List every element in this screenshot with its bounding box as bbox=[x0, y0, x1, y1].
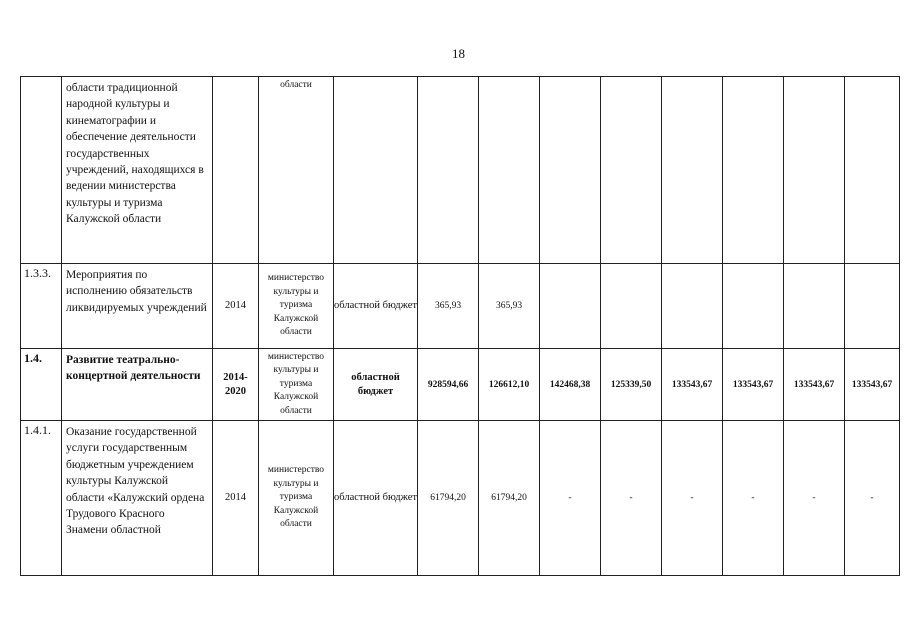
table-row bbox=[21, 77, 900, 264]
value-cell: 142468,38 bbox=[540, 349, 601, 421]
value-cell: 365,93 bbox=[418, 264, 479, 349]
years-cell: 2014 bbox=[213, 421, 259, 576]
value-cell: 365,93 bbox=[479, 264, 540, 349]
executor-cell: области bbox=[259, 77, 334, 264]
value-cell: 133543,67 bbox=[723, 349, 784, 421]
executor-cell: министерство культуры и туризма Калужской области bbox=[259, 349, 334, 421]
years-cell: 2014-2020 bbox=[213, 349, 259, 421]
value-cell bbox=[662, 264, 723, 349]
value-cell: - bbox=[662, 421, 723, 576]
row-number: 1.4. bbox=[21, 349, 62, 421]
value-cell bbox=[540, 77, 601, 264]
value-cell: - bbox=[845, 421, 900, 576]
value-cell: - bbox=[540, 421, 601, 576]
table-row bbox=[21, 349, 900, 421]
row-number: 1.4.1. bbox=[21, 421, 62, 576]
value-cell bbox=[845, 264, 900, 349]
value-cell: 61794,20 bbox=[479, 421, 540, 576]
value-cell: - bbox=[784, 421, 845, 576]
row-number bbox=[21, 77, 62, 264]
value-cell bbox=[723, 264, 784, 349]
program-table bbox=[20, 76, 900, 576]
value-cell: 133543,67 bbox=[662, 349, 723, 421]
source-cell: областной бюджет bbox=[334, 349, 418, 421]
years-cell: 2014 bbox=[213, 264, 259, 349]
value-cell bbox=[418, 77, 479, 264]
value-cell bbox=[662, 77, 723, 264]
value-cell bbox=[479, 77, 540, 264]
value-cell: 61794,20 bbox=[418, 421, 479, 576]
value-cell: 125339,50 bbox=[601, 349, 662, 421]
row-number: 1.3.3. bbox=[21, 264, 62, 349]
value-cell bbox=[723, 77, 784, 264]
measure-name: Развитие театрально-концертной деятельности bbox=[62, 349, 213, 421]
source-cell: областной бюджет bbox=[334, 264, 418, 349]
page-number: 18 bbox=[452, 46, 465, 61]
value-cell: 928594,66 bbox=[418, 349, 479, 421]
executor-cell: министерство культуры и туризма Калужской области bbox=[259, 264, 334, 349]
value-cell bbox=[784, 77, 845, 264]
value-cell bbox=[601, 77, 662, 264]
value-cell: 133543,67 bbox=[784, 349, 845, 421]
measure-name: области традиционной народной культуры и кинематографии и обеспечение деятельности государственных учреждений, находящихся в ведении министерства культуры и туризма Калужской области bbox=[62, 77, 213, 264]
value-cell: 133543,67 bbox=[845, 349, 900, 421]
source-cell: областной бюджет bbox=[334, 421, 418, 576]
table-row bbox=[21, 421, 900, 576]
value-cell bbox=[540, 264, 601, 349]
value-cell: - bbox=[601, 421, 662, 576]
executor-cell: министерство культуры и туризма Калужской области bbox=[259, 421, 334, 576]
value-cell: - bbox=[723, 421, 784, 576]
years-cell bbox=[213, 77, 259, 264]
measure-name: Мероприятия по исполнению обязательств ликвидируемых учреждений bbox=[62, 264, 213, 349]
value-cell bbox=[601, 264, 662, 349]
value-cell bbox=[784, 264, 845, 349]
value-cell bbox=[845, 77, 900, 264]
measure-name: Оказание государственной услуги государственным бюджетным учреждением культуры Калужской области «Калужский ордена Трудового Красного Знамени областной bbox=[62, 421, 213, 576]
value-cell: 126612,10 bbox=[479, 349, 540, 421]
source-cell bbox=[334, 77, 418, 264]
table-row bbox=[21, 264, 900, 349]
